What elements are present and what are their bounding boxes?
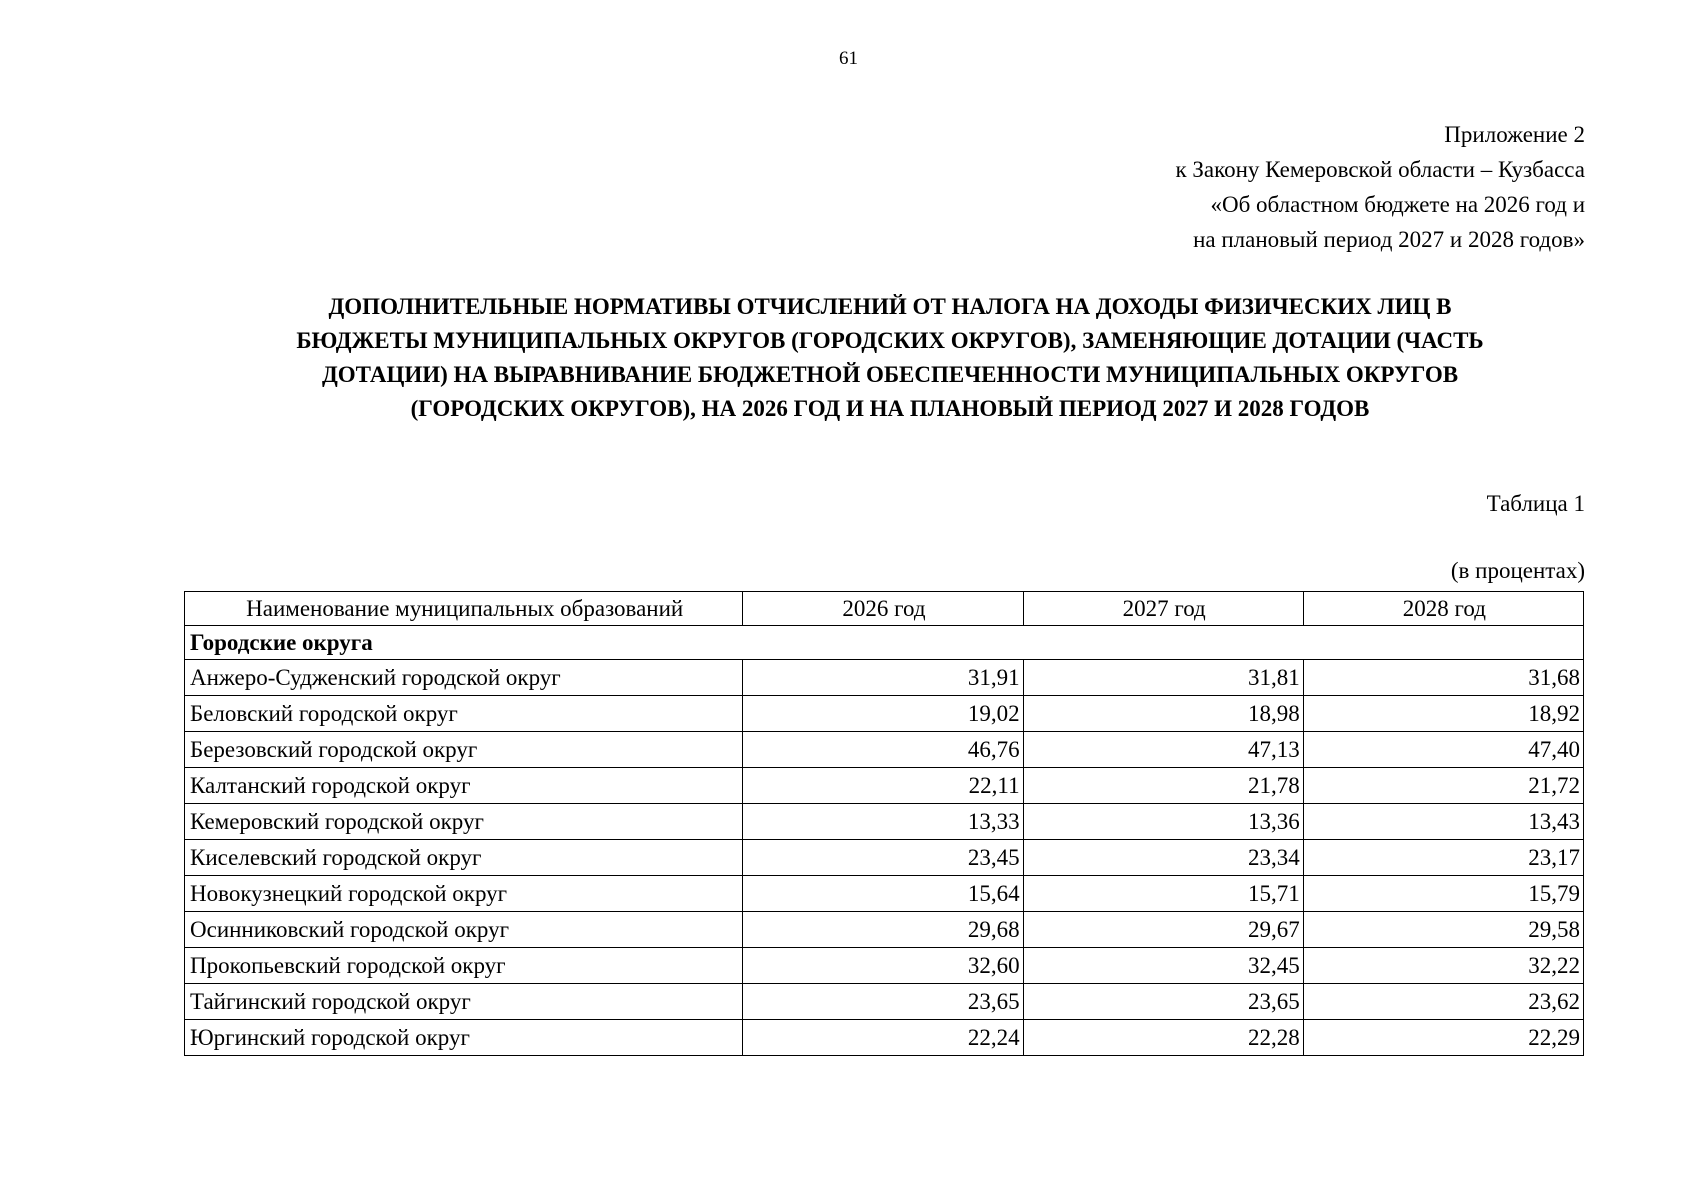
cell-2026: 22,11 xyxy=(743,768,1023,804)
table-row xyxy=(185,660,1584,696)
appendix-line: Приложение 2 xyxy=(1444,122,1585,147)
group-row xyxy=(185,626,1584,660)
cell-2028: 29,58 xyxy=(1303,912,1583,948)
cell-2026: 15,64 xyxy=(743,876,1023,912)
cell-2028: 47,40 xyxy=(1303,732,1583,768)
cell-2026: 13,33 xyxy=(743,804,1023,840)
cell-2027: 32,45 xyxy=(1023,948,1303,984)
cell-2026: 46,76 xyxy=(743,732,1023,768)
header-municipality: Наименование муниципальных образований xyxy=(185,592,743,626)
cell-municipality: Калтанский городской округ xyxy=(185,768,743,804)
cell-2027: 13,36 xyxy=(1023,804,1303,840)
title-line: (ГОРОДСКИХ ОКРУГОВ), НА 2026 ГОД И НА ПЛАНОВЫЙ ПЕРИОД 2027 И 2028 ГОДОВ xyxy=(410,396,1370,421)
table-row xyxy=(185,876,1584,912)
table-row xyxy=(185,984,1584,1020)
page-number: 61 xyxy=(839,48,858,69)
units-label: (в процентах) xyxy=(1450,558,1585,583)
cell-municipality: Беловский городской округ xyxy=(185,696,743,732)
cell-municipality: Прокопьевский городской округ xyxy=(185,948,743,984)
cell-2026: 22,24 xyxy=(743,1020,1023,1056)
cell-2026: 32,60 xyxy=(743,948,1023,984)
table-row xyxy=(185,732,1584,768)
cell-2026: 23,65 xyxy=(743,984,1023,1020)
cell-municipality: Осинниковский городской округ xyxy=(185,912,743,948)
table-row xyxy=(185,948,1584,984)
cell-municipality: Юргинский городской округ xyxy=(185,1020,743,1056)
cell-2028: 18,92 xyxy=(1303,696,1583,732)
cell-2028: 32,22 xyxy=(1303,948,1583,984)
cell-2027: 23,65 xyxy=(1023,984,1303,1020)
cell-2026: 19,02 xyxy=(743,696,1023,732)
cell-2027: 31,81 xyxy=(1023,660,1303,696)
cell-2028: 23,17 xyxy=(1303,840,1583,876)
table-row xyxy=(185,912,1584,948)
table-row xyxy=(185,840,1584,876)
table-row xyxy=(185,768,1584,804)
cell-2027: 15,71 xyxy=(1023,876,1303,912)
cell-municipality: Анжеро-Судженский городской округ xyxy=(185,660,743,696)
header-2028: 2028 год xyxy=(1303,592,1583,626)
cell-2028: 13,43 xyxy=(1303,804,1583,840)
cell-2028: 15,79 xyxy=(1303,876,1583,912)
cell-2027: 18,98 xyxy=(1023,696,1303,732)
cell-2026: 23,45 xyxy=(743,840,1023,876)
cell-2027: 22,28 xyxy=(1023,1020,1303,1056)
cell-municipality: Киселевский городской округ xyxy=(185,840,743,876)
cell-2027: 47,13 xyxy=(1023,732,1303,768)
appendix-line: на плановый период 2027 и 2028 годов» xyxy=(1193,227,1585,252)
appendix-line: «Об областном бюджете на 2026 год и xyxy=(1210,192,1585,217)
cell-2028: 31,68 xyxy=(1303,660,1583,696)
cell-2026: 29,68 xyxy=(743,912,1023,948)
table-header-row xyxy=(185,592,1584,626)
norms-table xyxy=(184,591,1584,1056)
title-line: ДОТАЦИИ) НА ВЫРАВНИВАНИЕ БЮДЖЕТНОЙ ОБЕСПЕЧЕННОСТИ МУНИЦИПАЛЬНЫХ ОКРУГОВ xyxy=(321,362,1459,387)
header-2026: 2026 год xyxy=(743,592,1023,626)
cell-2026: 31,91 xyxy=(743,660,1023,696)
appendix-reference xyxy=(1175,117,1585,257)
cell-2027: 29,67 xyxy=(1023,912,1303,948)
title-line: ДОПОЛНИТЕЛЬНЫЕ НОРМАТИВЫ ОТЧИСЛЕНИЙ ОТ НАЛОГА НА ДОХОДЫ ФИЗИЧЕСКИХ ЛИЦ В xyxy=(328,294,1452,319)
table-row xyxy=(185,804,1584,840)
group-label: Городские округа xyxy=(185,626,1584,660)
cell-2028: 23,62 xyxy=(1303,984,1583,1020)
cell-municipality: Кемеровский городской округ xyxy=(185,804,743,840)
document-title xyxy=(190,290,1590,426)
cell-municipality: Березовский городской округ xyxy=(185,732,743,768)
table-row xyxy=(185,1020,1584,1056)
title-line: БЮДЖЕТЫ МУНИЦИПАЛЬНЫХ ОКРУГОВ (ГОРОДСКИХ ОКРУГОВ), ЗАМЕНЯЮЩИЕ ДОТАЦИИ (ЧАСТЬ xyxy=(296,328,1484,353)
cell-2027: 21,78 xyxy=(1023,768,1303,804)
cell-2028: 21,72 xyxy=(1303,768,1583,804)
cell-2028: 22,29 xyxy=(1303,1020,1583,1056)
header-2027: 2027 год xyxy=(1023,592,1303,626)
table-label: Таблица 1 xyxy=(1486,491,1585,516)
appendix-line: к Закону Кемеровской области – Кузбасса xyxy=(1175,157,1585,182)
table-row xyxy=(185,696,1584,732)
cell-municipality: Тайгинский городской округ xyxy=(185,984,743,1020)
cell-2027: 23,34 xyxy=(1023,840,1303,876)
cell-municipality: Новокузнецкий городской округ xyxy=(185,876,743,912)
